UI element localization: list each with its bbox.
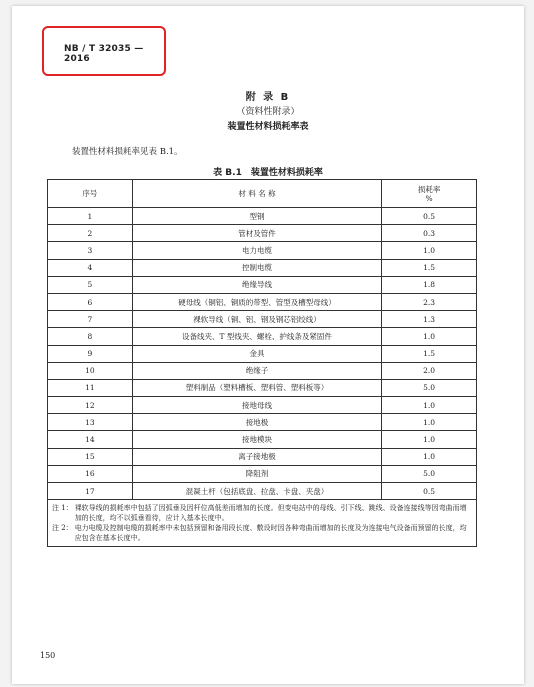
table-row [48,345,477,362]
row-name: 裸软导线（铜、铝、钢及钢芯铝绞线） [132,311,381,328]
row-no: 14 [48,431,133,448]
row-rate: 5.0 [382,465,477,482]
row-name: 绝缘导线 [132,276,381,293]
row-rate: 1.0 [382,414,477,431]
row-no: 7 [48,311,133,328]
table-body [48,208,477,500]
row-no: 17 [48,483,133,500]
table-row [48,259,477,276]
row-name: 接地母线 [132,397,381,414]
row-rate: 1.5 [382,345,477,362]
row-rate: 1.0 [382,397,477,414]
row-no: 11 [48,379,133,396]
note-text: 电力电缆及控制电缆的损耗率中未包括预留和备用段长度、敷设时因各种弯曲而增加的长度及为连接电气设备而预留的长度，均应包含在基本长度中。 [74,524,467,543]
row-name: 接地极 [132,414,381,431]
header-name: 材 料 名 称 [132,180,381,208]
table-row [48,328,477,345]
row-rate: 1.3 [382,311,477,328]
row-no: 6 [48,293,133,310]
row-no: 5 [48,276,133,293]
row-rate: 2.3 [382,293,477,310]
row-rate: 1.5 [382,259,477,276]
note-tag: 注 1： [52,504,73,513]
note-item [52,523,472,543]
row-name: 塑料制品（塑料槽板、塑料管、塑料板等） [132,379,381,396]
row-name: 型钢 [132,208,381,225]
table-row [48,483,477,500]
table-row [48,276,477,293]
row-name: 金具 [132,345,381,362]
intro-text: 装置性材料损耗率见表 B.1。 [72,147,183,157]
page-number: 150 [40,651,56,660]
header-rate-line2: % [425,193,433,203]
appendix-subtitle: （资料性附录） [236,107,300,117]
row-name: 设备线夹、T 型线夹、螺栓、护线条及紧固件 [132,328,381,345]
row-rate: 0.3 [382,225,477,242]
table-row [48,397,477,414]
row-no: 3 [48,242,133,259]
row-no: 10 [48,362,133,379]
row-no: 16 [48,465,133,482]
table-row [48,414,477,431]
table-title: 表 B.1 装置性材料损耗率 [213,168,323,178]
table-row [48,293,477,310]
table-row [48,465,477,482]
row-rate: 0.5 [382,483,477,500]
row-rate: 1.0 [382,448,477,465]
header-no: 序号 [48,180,133,208]
row-rate: 1.0 [382,242,477,259]
note-item [52,503,472,523]
row-no: 9 [48,345,133,362]
document-page [12,6,524,684]
row-name: 混凝土杆（包括底盘、拉盘、卡盘、夹盘） [132,483,381,500]
row-name: 电力电缆 [132,242,381,259]
table-row [48,362,477,379]
appendix-title: 附 录 B [245,92,291,103]
table-row [48,431,477,448]
row-no: 2 [48,225,133,242]
header-rate [382,180,477,208]
row-rate: 5.0 [382,379,477,396]
table-row [48,242,477,259]
row-name: 绝缘子 [132,362,381,379]
row-no: 4 [48,259,133,276]
row-rate: 2.0 [382,362,477,379]
table-row [48,225,477,242]
row-name: 硬母线（铜铝、铜质的带型、管型及槽型母线） [132,293,381,310]
row-no: 13 [48,414,133,431]
note-text: 裸软导线的损耗率中包括了因弧垂及因杆位高低差而增加的长度。但变电站中的母线、引下线、跳线、设备连接线等因弯曲而增加的长度，均不以弧垂看待，应计入基本长度中。 [74,504,467,523]
row-name: 管材及管件 [132,225,381,242]
row-rate: 1.0 [382,328,477,345]
row-name: 离子接地极 [132,448,381,465]
row-name: 接地模块 [132,431,381,448]
header-rate-line1: 损耗率 [417,184,441,194]
loss-rate-table [47,179,477,547]
appendix-name: 装置性材料损耗率表 [227,122,309,132]
row-no: 12 [48,397,133,414]
highlight-box [42,26,166,76]
row-rate: 0.5 [382,208,477,225]
table-row [48,448,477,465]
table-row [48,379,477,396]
row-no: 15 [48,448,133,465]
row-no: 8 [48,328,133,345]
row-rate: 1.0 [382,431,477,448]
table-notes [48,500,477,547]
standard-code: NB / T 32035 — 2016 [64,44,144,64]
row-rate: 1.8 [382,276,477,293]
table-row [48,311,477,328]
row-name: 降阻剂 [132,465,381,482]
table-row [48,208,477,225]
note-tag: 注 2： [52,524,73,533]
row-no: 1 [48,208,133,225]
row-name: 控制电缆 [132,259,381,276]
